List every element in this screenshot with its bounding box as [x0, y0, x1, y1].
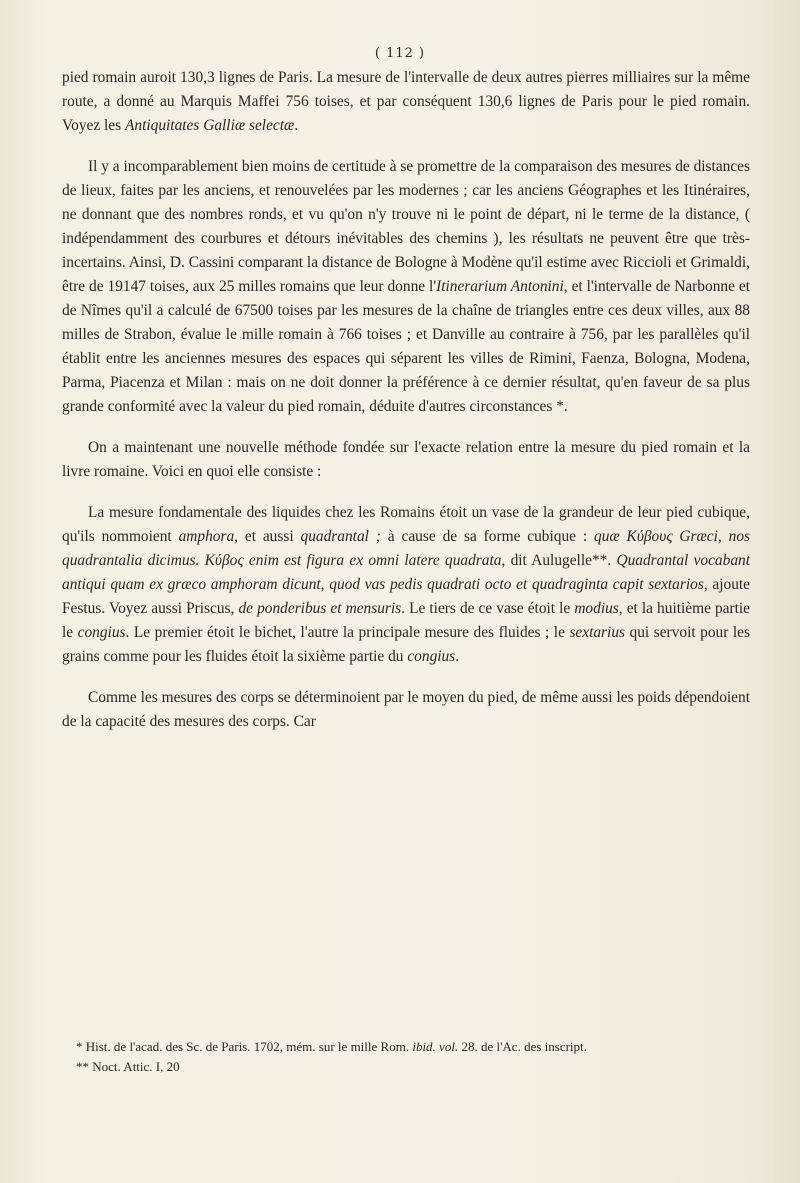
text-run: .: [455, 648, 460, 665]
text-run: * Hist. de l'acad. des Sc. de Paris. 1702, mém. sur le mille Rom.: [76, 1039, 413, 1054]
text-run: . Le premier étoit le bichet, l'autre la principale mesure des fluides ; le: [125, 624, 570, 641]
italic-text: ibid. vol.: [412, 1039, 459, 1054]
italic-text: Itinerarium Antonini: [436, 278, 564, 295]
italic-text: amphora: [178, 528, 235, 545]
italic-text: sextarius: [569, 624, 626, 641]
paragraph-5: [62, 686, 750, 734]
footnote-1: [62, 1037, 750, 1057]
text-run: . Le tiers de ce vase étoit le: [401, 600, 575, 617]
text-run: qui servoit pour les grains comme pour les fluides étoit la sixième partie du: [62, 624, 750, 665]
paragraph-2: [62, 155, 750, 419]
text-run: pied romain auroit 130,3 lignes de Paris. La mesure de l'intervalle de deux autres pierres milliaires sur la même route, a donné au Marquis Maffei 756 toises, et par conséquent 130,6 lignes de Paris pour le pied romain. Voyez les: [62, 69, 750, 134]
italic-text: congius: [407, 648, 456, 665]
body-text: [62, 66, 750, 751]
text-run: , dit Aulugelle**.: [501, 552, 617, 569]
footnote-2: [62, 1057, 750, 1077]
text-run: Il y a incomparablement bien moins de certitude à se promettre de la comparaison des mesures de distances de lieux, faites par les anciens, et renouvelées par les modernes ; car les anciens Géographes et les Itinéraires, ne donnant que des nombres ronds, et vu qu'on n'y trouve ni le point de départ, ni le terme de la distance, ( indépendamment des courbures et détours inévitables des chemins ), les résultats ne peuvent être que très-incertains. Ainsi, D. Cassini comparant la distance de Bologne à Modène qu'il estime avec Riccioli et Grimaldi, être de 19147 toises, aux 25 milles romains que leur donne l': [62, 158, 750, 295]
text-run: ** Noct. Attic. I, 20: [76, 1059, 180, 1074]
text-run: .: [294, 117, 299, 134]
text-run: à cause de sa forme cubique :: [380, 528, 595, 545]
text-run: , et la huitième partie le: [62, 600, 751, 641]
italic-text: Quadrantal vocabant antiqui quam ex græco amphoram dicunt, quod vas pedis quadrati octo et quadraginta capit sextarios: [62, 552, 750, 593]
italic-text: de ponderibus et mensuris: [238, 600, 402, 617]
text-run: , et l'intervalle de Narbonne et de Nîmes qu'il a calculé de 67500 toises par les mesures de la chaîne de triangles entre ces deux villes, aux 88 milles de Strabon, évalue le mille romain à 766 toises ; et Danville au contraire à 756, par les parallèles qu'il établit entre les anciennes mesures des espaces qui séparent les villes de Rimini, Faenza, Bologna, Modena, Parma, Piacenza et Milan : mais on ne doit donner la préférence à ce dernier résultat, qu'en faveur de sa plus grande conformité avec la valeur du pied romain, déduite d'autres circonstances *.: [62, 278, 750, 415]
italic-text: quadrantal ;: [300, 528, 381, 545]
italic-text: quæ Κύβους Græci, nos quadrantalia dicimus. Κύβος enim est figura ex omni latere quadrata: [62, 528, 751, 569]
text-run: , et aussi: [234, 528, 301, 545]
paragraph-4: [62, 501, 750, 669]
footnotes: [62, 1037, 750, 1077]
text-run: Comme les mesures des corps se déterminoient par le moyen du pied, de même aussi les poids dépendoient de la capacité des mesures des corps. Car: [62, 689, 750, 730]
text-run: , ajoute Festus. Voyez aussi Priscus,: [62, 576, 750, 617]
paragraph-3: [62, 436, 750, 484]
italic-text: modius: [574, 600, 619, 617]
text-run: On a maintenant une nouvelle méthode fondée sur l'exacte relation entre la mesure du pied romain et la livre romaine. Voici en quoi elle consiste :: [62, 439, 750, 480]
italic-text: congius: [77, 624, 126, 641]
paragraph-1: [62, 66, 750, 138]
text-run: 28. de l'Ac. des inscript.: [458, 1039, 587, 1054]
page-number: ( 112 ): [374, 46, 426, 61]
italic-text: Antiquitates Galliæ selectæ: [124, 117, 295, 134]
text-run: La mesure fondamentale des liquides chez les Romains étoit un vase de la grandeur de leur pied cubique, qu'ils nommoient: [62, 504, 750, 545]
